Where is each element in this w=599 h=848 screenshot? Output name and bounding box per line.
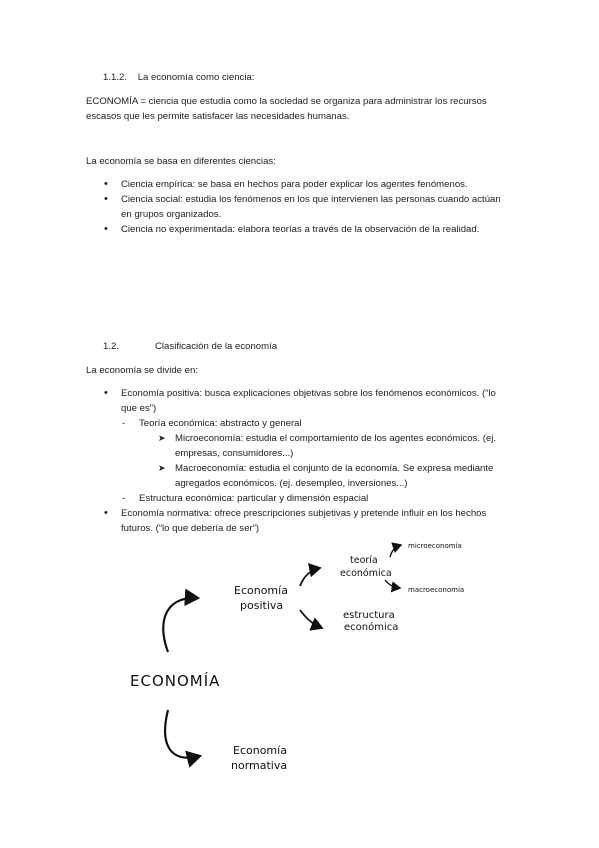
diagram-positive-2: positiva	[240, 599, 284, 612]
list-item-normative: • Economía normativa: ofrece prescripciones subjetivas y pretende influir en los hechos futuros. (“lo que debería de ser”)	[86, 506, 506, 536]
list-item-positive: • Economía positiva: busca explicaciones objetivas sobre los fenómenos económicos. (“lo que es”)	[86, 386, 506, 416]
diagram-structure-2: económica	[344, 622, 399, 633]
list-item: • Ciencia social: estudia los fenómenos en los que intervienen las personas cuando actúan en grupos organizados.	[86, 192, 506, 222]
list-item-theory: - Teoría económica: abstracto y general	[86, 416, 506, 431]
section-number: 1.2.	[103, 341, 120, 352]
diagram-positive-1: Economía	[234, 584, 288, 597]
arrow-to-structure	[300, 610, 322, 628]
arrow-to-normative	[165, 710, 200, 758]
section-heading-1	[103, 72, 254, 83]
list-item-structure: - Estructura económica: particular y dimensión espacial	[86, 491, 506, 506]
section-title: La economía como ciencia:	[137, 72, 255, 83]
arrow-bullet-icon: ➤	[158, 463, 166, 473]
section-number: 1.1.2.	[103, 72, 128, 83]
diagram-micro: microeconomía	[408, 542, 462, 550]
sciences-list	[86, 177, 506, 237]
definition-paragraph: ECONOMÍA = ciencia que estudia como la sociedad se organiza para administrar los recursos escasos que les permite satisfacer las necesidades humanas.	[86, 96, 487, 122]
arrow-to-micro	[390, 545, 401, 557]
diagram-normative-2: normativa	[231, 759, 288, 772]
arrow-bullet-icon: ➤	[158, 433, 166, 443]
sciences-intro: La economía se basa en diferentes ciencias:	[86, 156, 276, 167]
arrow-to-positive	[163, 598, 198, 652]
diagram-root: ECONOMÍA	[130, 672, 221, 690]
diagram-normative-1: Economía	[233, 744, 287, 757]
economy-diagram	[0, 530, 599, 780]
diagram-theory-1: teoría	[350, 555, 378, 566]
divides-intro: La economía se divide en:	[86, 365, 199, 376]
list-item-micro: ➤ Microeconomía: estudia el comportamiento de los agentes económicos. (ej. empresas, consumidores...)	[158, 433, 497, 459]
list-item: • Ciencia no experimentada: elabora teorías a través de la observación de la realidad.	[86, 222, 506, 237]
section-heading-2	[103, 341, 277, 352]
classification-list	[86, 386, 506, 536]
list-item: • Ciencia empírica: se basa en hechos para poder explicar los agentes fenómenos.	[86, 177, 506, 192]
diagram-theory-2: económica	[340, 568, 392, 579]
section-title: Clasificación de la economía	[155, 341, 278, 352]
list-item-macro: ➤ Macroeconomía: estudia el conjunto de la economía. Se expresa mediante agregados económicos. (ej. desempleo, inversiones...)	[158, 463, 494, 489]
arrow-to-theory	[300, 568, 320, 586]
diagram-structure-1: estructura	[343, 610, 395, 621]
arrow-to-macro	[385, 580, 400, 588]
diagram-macro: macroeconomía	[408, 586, 465, 594]
